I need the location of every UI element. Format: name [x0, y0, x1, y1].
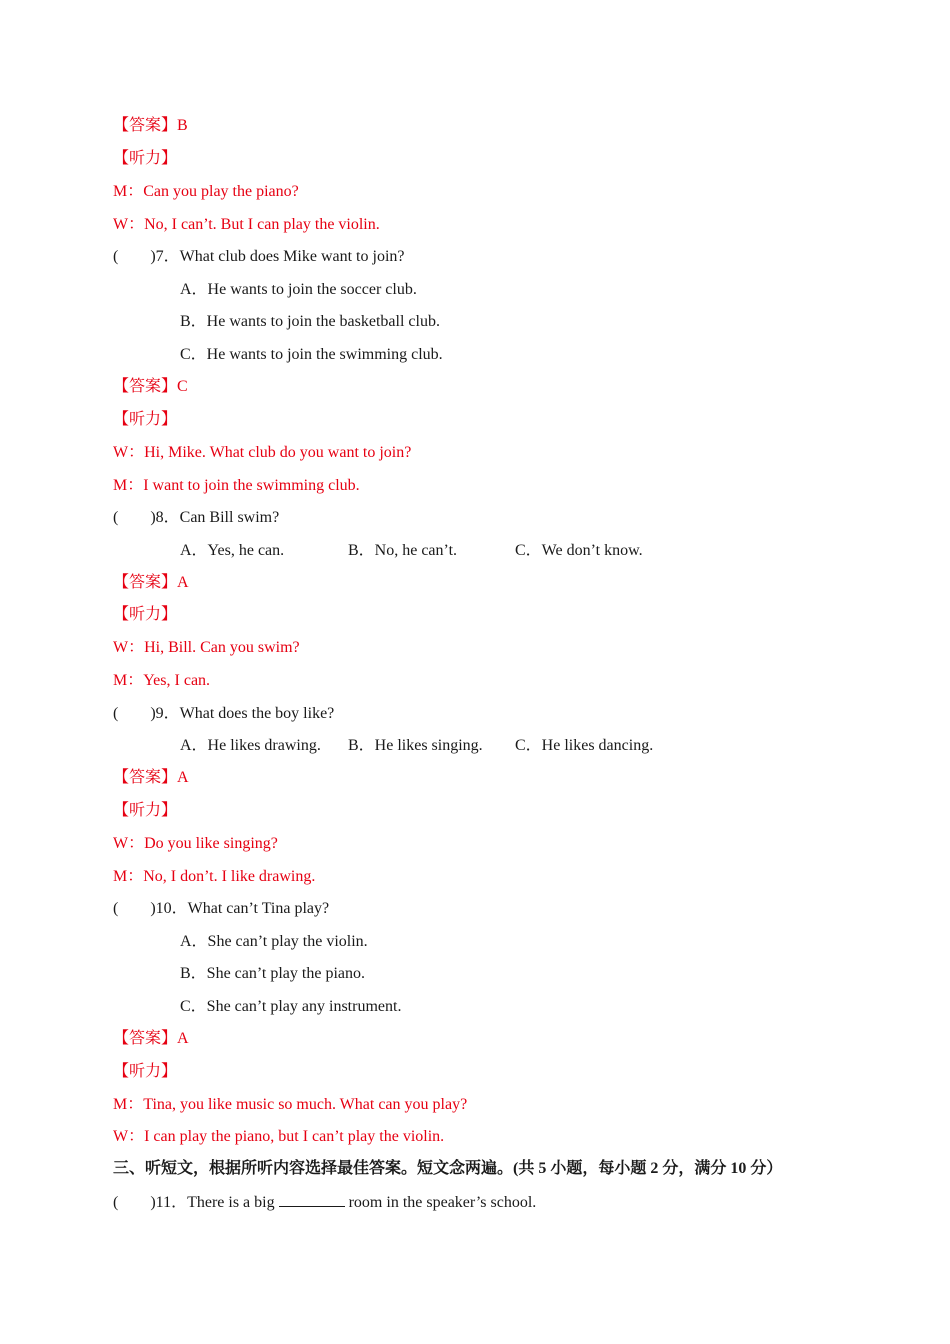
question-11-suffix: room in the speaker’s school. — [344, 1194, 537, 1211]
option-b: B．She can’t play the piano. — [180, 965, 366, 982]
answer-label: 【答案】A — [113, 1030, 189, 1047]
dialogue-line: M：No, I don’t. I like drawing. — [113, 868, 316, 885]
section-heading: 三、听短文，根据所听内容选择最佳答案。短文念两遍。(共 5 小题，每小题 2 分，满分 10 分） — [113, 1160, 783, 1177]
dialogue-line: W：No, I can’t. But I can play the violin. — [113, 216, 380, 233]
listening-label: 【听力】 — [113, 1063, 178, 1080]
answer-label: 【答案】C — [113, 378, 188, 395]
answer-label: 【答案】A — [113, 769, 189, 786]
listening-label: 【听力】 — [113, 411, 178, 428]
option-b: B．No, he can’t. — [348, 542, 458, 559]
option-b: B．He wants to join the basketball club. — [180, 313, 440, 330]
option-c: C．She can’t play any instrument. — [180, 998, 402, 1015]
dialogue-line: M：Yes, I can. — [113, 672, 211, 689]
question-10: ( )10．What can’t Tina play? — [113, 900, 330, 917]
listening-label: 【听力】 — [113, 802, 178, 819]
dialogue-line: W：Hi, Bill. Can you swim? — [113, 639, 300, 656]
answer-label: 【答案】B — [113, 117, 188, 134]
listening-label: 【听力】 — [113, 150, 178, 167]
dialogue-line: M：Can you play the piano? — [113, 183, 299, 200]
option-b: B．He likes singing. — [348, 737, 483, 754]
dialogue-line: W：Do you like singing? — [113, 835, 278, 852]
answer-blank — [279, 1192, 345, 1207]
question-9: ( )9．What does the boy like? — [113, 705, 335, 722]
question-11 — [113, 1192, 536, 1214]
option-c: C．He likes dancing. — [515, 737, 654, 754]
answer-label: 【答案】A — [113, 574, 189, 591]
dialogue-line: M：I want to join the swimming club. — [113, 477, 360, 494]
option-a: A．He likes drawing. — [180, 737, 321, 754]
option-a: A．She can’t play the violin. — [180, 933, 368, 950]
dialogue-line: M：Tina, you like music so much. What can you play? — [113, 1096, 468, 1113]
listening-label: 【听力】 — [113, 606, 178, 623]
option-c: C．We don’t know. — [515, 542, 643, 559]
option-a: A．He wants to join the soccer club. — [180, 281, 417, 298]
question-11-prefix: ( )11．There is a big — [113, 1194, 279, 1211]
dialogue-line: W：I can play the piano, but I can’t play the violin. — [113, 1128, 445, 1145]
option-a: A．Yes, he can. — [180, 542, 285, 559]
question-7: ( )7．What club does Mike want to join? — [113, 248, 405, 265]
question-8: ( )8．Can Bill swim? — [113, 509, 280, 526]
option-c: C．He wants to join the swimming club. — [180, 346, 443, 363]
dialogue-line: W：Hi, Mike. What club do you want to join? — [113, 444, 412, 461]
